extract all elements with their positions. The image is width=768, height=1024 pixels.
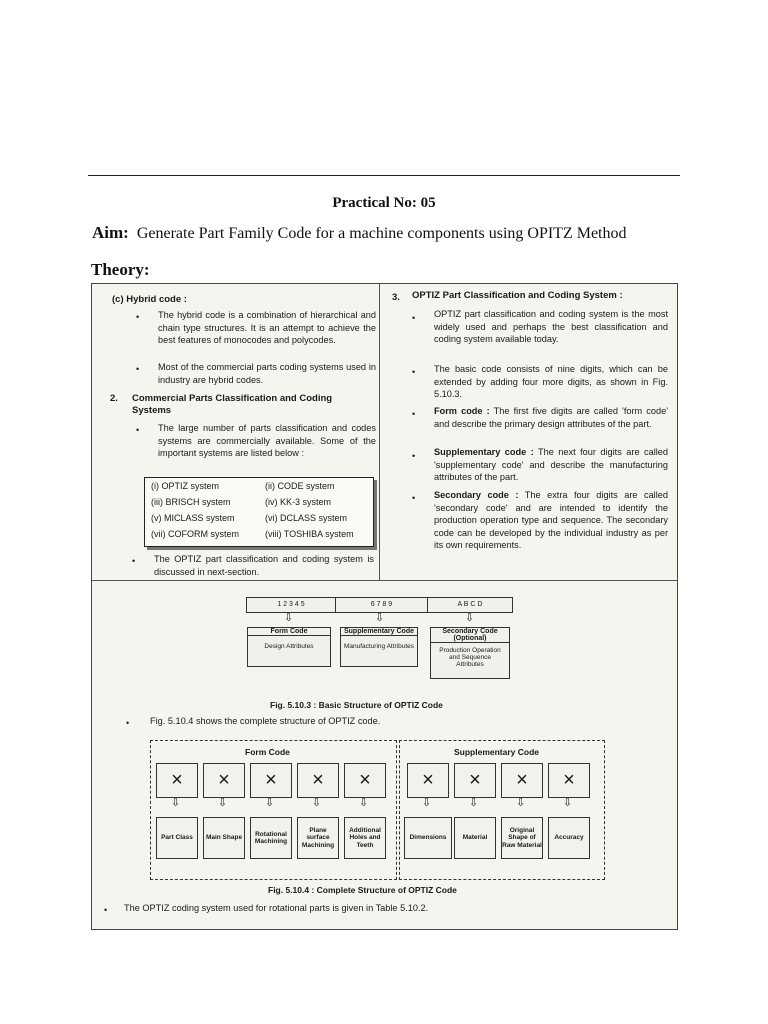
system-item: (viii) TOSHIBA system bbox=[265, 529, 354, 539]
bullet-icon: • bbox=[412, 493, 416, 503]
secondary-code-text: The extra four digits are called 'secondary code' and are intended to identify the production operation type and sequence. The secondary code can be developed by the individual industry as per its own requirements. bbox=[434, 490, 668, 550]
systems-list-box bbox=[144, 477, 374, 547]
digit-box: 1 2 3 4 5 bbox=[246, 597, 336, 613]
system-item: (i) OPTIZ system bbox=[151, 481, 219, 491]
system-item: (v) MICLASS system bbox=[151, 513, 235, 523]
figure-note: Fig. 5.10.4 shows the complete structure of OPTIZ code. bbox=[150, 716, 381, 726]
optiz-bullet-2: The basic code consists of nine digits, which can be extended by adding four more digits, as shown in Fig. 5.10.3. bbox=[434, 364, 668, 399]
supplementary-code-group bbox=[399, 740, 605, 880]
attribute-box: Accuracy bbox=[548, 817, 590, 859]
down-arrow-icon: ⇩ bbox=[171, 797, 181, 809]
secondary-code-lead: Secondary code : bbox=[434, 490, 519, 500]
digit-cell: × bbox=[344, 763, 386, 798]
scanned-textbook-page bbox=[91, 283, 678, 930]
digit-cell: × bbox=[250, 763, 292, 798]
box-body: Production Operation and Sequence Attributes bbox=[439, 647, 501, 668]
attribute-box: Rotational Machining bbox=[250, 817, 292, 859]
digit-cell: × bbox=[548, 763, 590, 798]
system-item: (iii) BRISCH system bbox=[151, 497, 231, 507]
digit-box: 6 7 8 9 bbox=[335, 597, 428, 613]
box-body: Design Attributes bbox=[264, 643, 314, 650]
bullet-icon: • bbox=[136, 425, 140, 435]
box-title: Form Code bbox=[248, 628, 330, 636]
supplementary-code-lead: Supplementary code : bbox=[434, 447, 534, 457]
optiz-discussed-note: The OPTIZ part classification and coding system is discussed in next-section. bbox=[154, 554, 374, 577]
attribute-box: Additional Holes and Teeth bbox=[344, 817, 386, 859]
practical-title: Practical No: 05 bbox=[332, 195, 436, 211]
form-code-group bbox=[150, 740, 397, 880]
digit-box: A B C D bbox=[427, 597, 513, 613]
down-arrow-icon: ⇩ bbox=[375, 612, 385, 624]
digit-cell: × bbox=[407, 763, 449, 798]
aim-text: Generate Part Family Code for a machine components using OPITZ Method bbox=[136, 225, 627, 242]
form-code-text: The first five digits are called 'form code' and describe the primary design attributes of the part. bbox=[434, 406, 668, 429]
digit-cell: × bbox=[454, 763, 496, 798]
form-code-lead: Form code : bbox=[434, 406, 490, 416]
hybrid-bullet-1: The hybrid code is a combination of hierarchical and chain type structures. It is an attempt to achieve the best features of monocodes and polycodes. bbox=[158, 310, 376, 345]
down-arrow-icon: ⇩ bbox=[469, 797, 479, 809]
bullet-icon: • bbox=[104, 905, 108, 915]
system-item: (ii) CODE system bbox=[265, 481, 335, 491]
bullet-icon: • bbox=[412, 313, 416, 323]
digit-cell: × bbox=[501, 763, 543, 798]
bullet-icon: • bbox=[412, 367, 416, 377]
bullet-icon: • bbox=[126, 718, 130, 728]
figure-caption: Fig. 5.10.3 : Basic Structure of OPTIZ Code bbox=[270, 700, 443, 710]
aim-line bbox=[92, 223, 627, 243]
bullet-icon: • bbox=[136, 312, 140, 322]
section-3-heading: OPTIZ Part Classification and Coding System : bbox=[412, 290, 623, 301]
down-arrow-icon: ⇩ bbox=[359, 797, 369, 809]
form-code-label: Form Code bbox=[245, 747, 290, 757]
supplementary-code-label: Supplementary Code bbox=[454, 747, 540, 757]
attribute-box: Main Shape bbox=[203, 817, 245, 859]
down-arrow-icon: ⇩ bbox=[465, 612, 475, 624]
box-title: Supplementary Code bbox=[341, 628, 417, 636]
top-rule bbox=[88, 175, 680, 176]
optiz-bullet-1: OPTIZ part classification and coding system is the most widely used and perhaps the best classification and coding system available today. bbox=[434, 309, 668, 344]
attribute-box: Material bbox=[454, 817, 496, 859]
down-arrow-icon: ⇩ bbox=[218, 797, 228, 809]
down-arrow-icon: ⇩ bbox=[516, 797, 526, 809]
down-arrow-icon: ⇩ bbox=[284, 612, 294, 624]
section-3-number: 3. bbox=[392, 292, 400, 303]
form-code-box bbox=[247, 627, 331, 667]
box-body: Manufacturing Attributes bbox=[343, 643, 415, 650]
digit-cell: × bbox=[156, 763, 198, 798]
figure-basic-structure bbox=[92, 584, 677, 714]
supplementary-code-text: The next four digits are called 'supplementary code' and describe the manufacturing attributes of the part. bbox=[434, 447, 668, 482]
attribute-box: Plane surface Machining bbox=[297, 817, 339, 859]
box-title: Secondary Code (Optional) bbox=[431, 628, 509, 643]
attribute-box: Original Shape of Raw Material bbox=[501, 817, 543, 859]
aim-label: Aim: bbox=[92, 223, 129, 242]
system-item: (iv) KK-3 system bbox=[265, 497, 332, 507]
bullet-icon: • bbox=[136, 364, 140, 374]
figure-caption: Fig. 5.10.4 : Complete Structure of OPTIZ Code bbox=[268, 885, 457, 895]
supplementary-code-bullet bbox=[434, 446, 668, 484]
table-note: The OPTIZ coding system used for rotational parts is given in Table 5.10.2. bbox=[124, 903, 429, 913]
left-column bbox=[92, 284, 380, 580]
attribute-box: Part Class bbox=[156, 817, 198, 859]
section-divider bbox=[92, 580, 677, 581]
hybrid-bullet-2: Most of the commercial parts coding systems used in industry are hybrid codes. bbox=[158, 362, 376, 385]
hybrid-code-heading: (c) Hybrid code : bbox=[112, 294, 187, 305]
section-2-heading: Commercial Parts Classification and Coding Systems bbox=[132, 393, 333, 416]
digit-cell: × bbox=[203, 763, 245, 798]
down-arrow-icon: ⇩ bbox=[265, 797, 275, 809]
section-2-number: 2. bbox=[110, 393, 118, 404]
form-code-bullet bbox=[434, 405, 668, 430]
down-arrow-icon: ⇩ bbox=[312, 797, 322, 809]
theory-label: Theory: bbox=[91, 260, 150, 279]
secondary-code-box bbox=[430, 627, 510, 679]
attribute-box: Dimensions bbox=[404, 817, 452, 859]
down-arrow-icon: ⇩ bbox=[422, 797, 432, 809]
down-arrow-icon: ⇩ bbox=[563, 797, 573, 809]
system-item: (vi) DCLASS system bbox=[265, 513, 348, 523]
digit-cell: × bbox=[297, 763, 339, 798]
bullet-icon: • bbox=[412, 409, 416, 419]
bullet-icon: • bbox=[132, 556, 136, 566]
system-item: (vii) COFORM system bbox=[151, 529, 239, 539]
systems-intro: The large number of parts classification and codes systems are commercially available. Some of the important systems are listed below : bbox=[158, 423, 376, 458]
supplementary-code-box bbox=[340, 627, 418, 667]
secondary-code-bullet bbox=[434, 489, 668, 552]
bullet-icon: • bbox=[412, 451, 416, 461]
